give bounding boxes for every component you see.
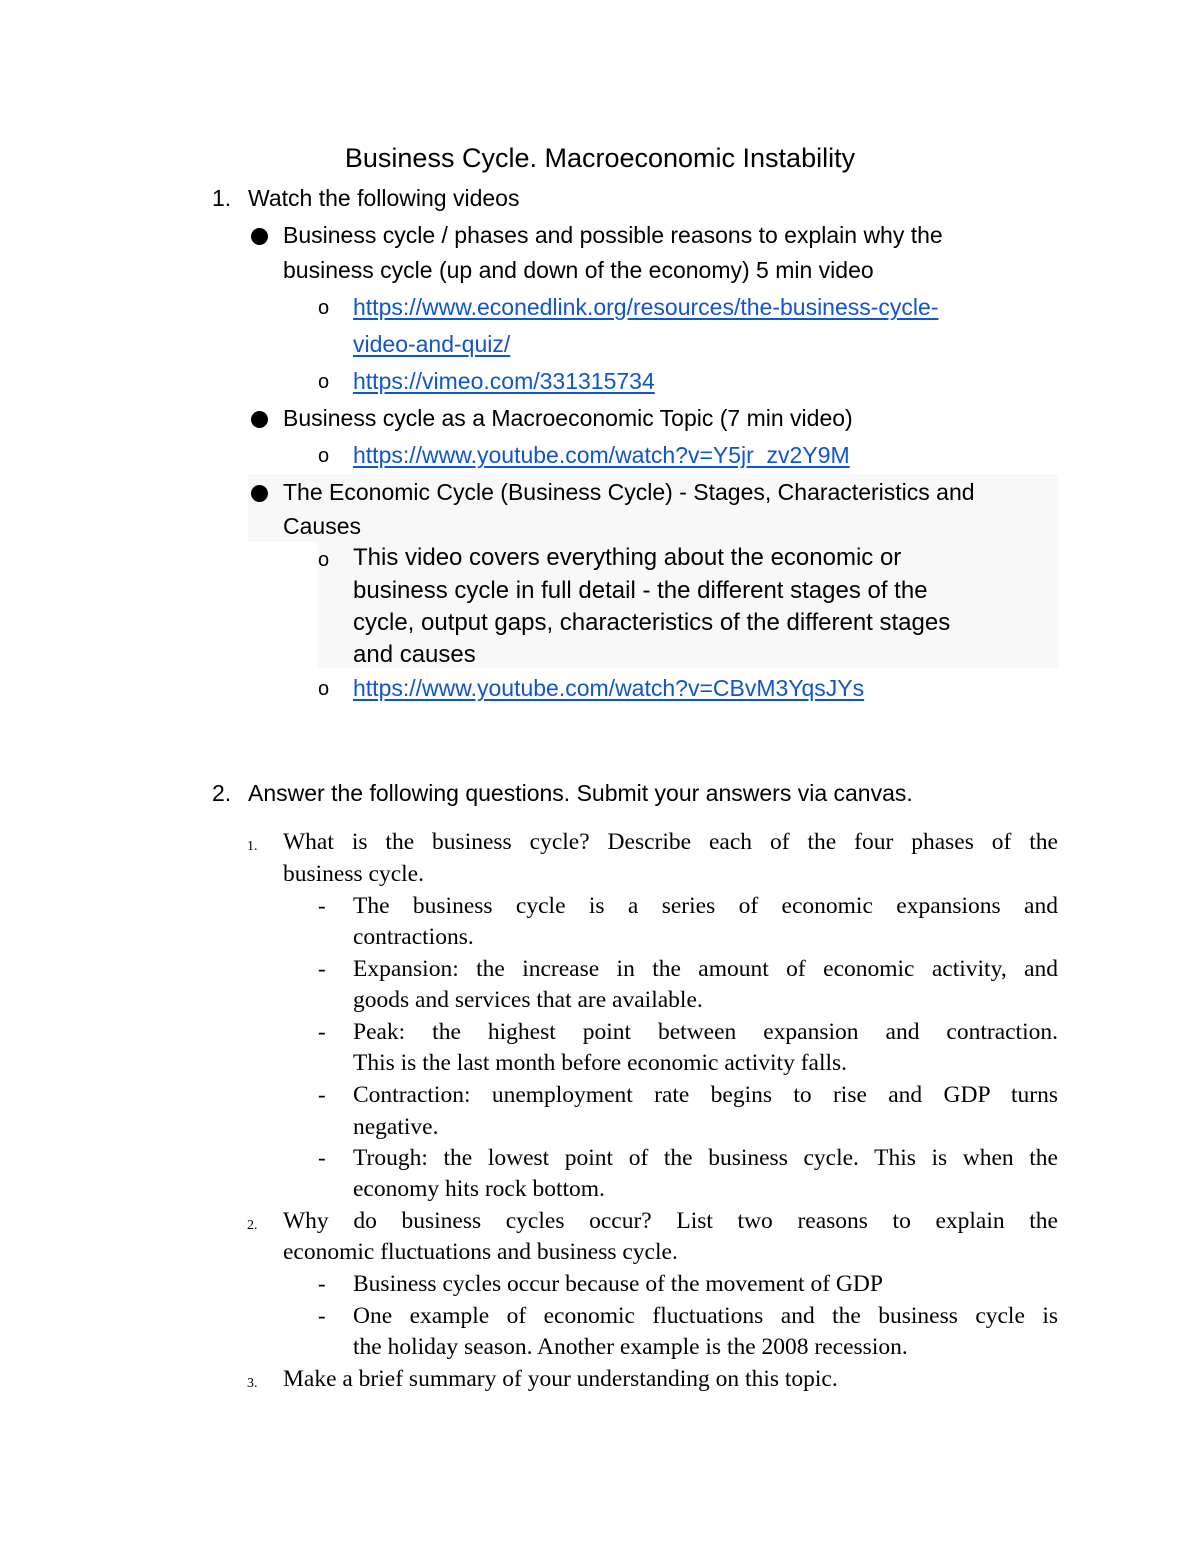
answer-1-3-line-1: Peak: the highest point between expansion and contraction. [353, 1019, 1058, 1045]
sub-bullet-marker: o [318, 445, 330, 467]
econedlink-link-line-2[interactable]: video-and-quiz/ [353, 331, 511, 357]
bullet-3-line-1: The Economic Cycle (Business Cycle) - Stages, Characteristics and [283, 479, 975, 505]
question-3-number: 3. [247, 1376, 258, 1391]
section-2-heading: Answer the following questions. Submit your answers via canvas. [248, 780, 913, 806]
econedlink-link-line-1[interactable]: https://www.econedlink.org/resources/the-business-cycle- [353, 294, 939, 320]
answer-2-2-line-2: the holiday season. Another example is the 2008 recession. [353, 1334, 908, 1360]
bullet-icon [251, 411, 268, 428]
document-title: Business Cycle. Macroeconomic Instability [344, 143, 856, 173]
video-description-line-2: business cycle in full detail - the different stages of the [353, 577, 928, 604]
youtube-link-2[interactable]: https://www.youtube.com/watch?v=CBvM3YqsJYs [353, 675, 865, 701]
question-1-number: 1. [247, 839, 258, 854]
answer-dash: - [318, 1019, 326, 1044]
section-1-heading: Watch the following videos [248, 185, 520, 211]
question-2-number: 2. [247, 1218, 258, 1233]
answer-dash: - [318, 1271, 326, 1296]
bullet-icon [251, 485, 268, 502]
answer-dash: - [318, 1145, 326, 1170]
answer-1-5-line-2: economy hits rock bottom. [353, 1176, 605, 1202]
video-description-line-1: This video covers everything about the economic or [353, 544, 902, 571]
answer-2-2-line-1: One example of economic fluctuations and the business cycle is [353, 1303, 1058, 1329]
section-1-number: 1. [212, 185, 232, 211]
sub-bullet-marker: o [318, 549, 330, 571]
answer-dash: - [318, 1303, 326, 1328]
answer-dash: - [318, 1082, 326, 1107]
sub-bullet-marker: o [318, 371, 330, 393]
question-2-line-2: economic fluctuations and business cycle. [283, 1239, 678, 1265]
question-1-line-1: What is the business cycle? Describe each of the four phases of the [283, 829, 1058, 855]
question-2-line-1: Why do business cycles occur? List two reasons to explain the [283, 1208, 1058, 1234]
bullet-2-line-1: Business cycle as a Macroeconomic Topic (7 min video) [283, 405, 853, 431]
answer-1-2-line-1: Expansion: the increase in the amount of economic activity, and [353, 956, 1058, 982]
answer-dash: - [318, 893, 326, 918]
answer-1-1-line-1: The business cycle is a series of economic expansions and [353, 893, 1058, 919]
vimeo-link[interactable]: https://vimeo.com/331315734 [353, 368, 655, 394]
video-description-line-3: cycle, output gaps, characteristics of the different stages [353, 609, 951, 636]
answer-1-4-line-1: Contraction: unemployment rate begins to rise and GDP turns [353, 1082, 1058, 1108]
answer-1-4-line-2: negative. [353, 1114, 439, 1140]
bullet-1-line-1: Business cycle / phases and possible reasons to explain why the [283, 222, 943, 248]
question-3-line-1: Make a brief summary of your understanding on this topic. [283, 1366, 838, 1392]
bullet-1-line-2: business cycle (up and down of the economy) 5 min video [283, 257, 874, 283]
bullet-3-line-2: Causes [283, 513, 361, 539]
sub-bullet-marker: o [318, 678, 330, 700]
answer-1-3-line-2: This is the last month before economic activity falls. [353, 1050, 848, 1076]
video-description-line-4: and causes [353, 641, 476, 668]
answer-1-1-line-2: contractions. [353, 924, 474, 950]
answer-1-2-line-2: goods and services that are available. [353, 987, 703, 1013]
section-2-number: 2. [212, 780, 232, 806]
answer-2-1-line-1: Business cycles occur because of the movement of GDP [353, 1271, 883, 1297]
answer-1-5-line-1: Trough: the lowest point of the business cycle. This is when the [353, 1145, 1058, 1171]
bullet-icon [251, 228, 268, 245]
youtube-link-1[interactable]: https://www.youtube.com/watch?v=Y5jr_zv2Y9M [353, 442, 850, 468]
question-1-line-2: business cycle. [283, 861, 424, 887]
answer-dash: - [318, 956, 326, 981]
sub-bullet-marker: o [318, 297, 330, 319]
